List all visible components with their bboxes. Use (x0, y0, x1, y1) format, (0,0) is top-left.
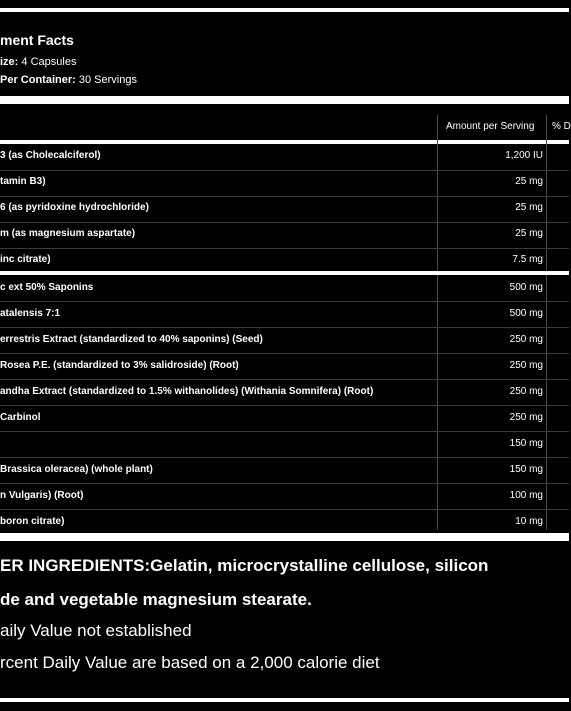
servings-value: 30 Servings (78, 74, 137, 86)
table-row (0, 483, 569, 510)
ingredient-name: c ext 50% Saponins (0, 282, 94, 293)
ingredient-name: Rosea P.E. (standardized to 3% salidroside) (Root) (0, 360, 239, 371)
ingredient-name: inc citrate) (0, 254, 51, 265)
table-row (0, 196, 569, 223)
ingredient-amount: 1,200 IU (505, 150, 543, 161)
serving-size (0, 56, 76, 68)
bottom-rule (0, 698, 569, 702)
table-bottom-rule (0, 533, 569, 541)
table-row (0, 275, 569, 302)
daily-value-header: % D (552, 121, 571, 132)
ingredient-name: errestris Extract (standardized to 40% saponins) (Seed) (0, 334, 263, 345)
table-row (0, 379, 569, 406)
ingredient-amount: 150 mg (509, 438, 543, 449)
ingredient-name: 6 (as pyridoxine hydrochloride) (0, 202, 149, 213)
ingredient-name: andha Extract (standardized to 1.5% withanolides) (Withania Somnifera) (Root) (0, 386, 374, 397)
ingredient-amount: 250 mg (509, 386, 543, 397)
ingredient-name: atalensis 7:1 (0, 308, 61, 319)
ingredient-amount: 25 mg (515, 228, 543, 239)
ingredient-amount: 150 mg (509, 464, 543, 475)
other-ingredients-line-2: de and vegetable magnesium stearate. (0, 590, 312, 609)
header-thick-rule (0, 96, 569, 104)
table-row (0, 405, 569, 432)
ingredient-amount: 250 mg (509, 334, 543, 345)
ingredient-amount: 25 mg (515, 176, 543, 187)
serving-size-label: ize: (0, 56, 19, 68)
ingredient-amount: 500 mg (509, 282, 543, 293)
ingredient-amount: 25 mg (515, 202, 543, 213)
servings-label: Per Container: (0, 74, 76, 86)
panel-title: ment Facts (0, 32, 74, 48)
ingredient-amount: 500 mg (509, 308, 543, 319)
serving-size-value: 4 Capsules (21, 56, 77, 68)
top-rule (0, 8, 569, 12)
table-row (0, 222, 569, 249)
ingredient-name: 3 (as Cholecalciferol) (0, 150, 101, 161)
ingredient-amount: 100 mg (509, 490, 543, 501)
ingredient-name: Brassica oleracea) (whole plant) (0, 464, 153, 475)
ingredient-name: tamin B3) (0, 176, 46, 187)
table-row (0, 353, 569, 380)
table-row (0, 301, 569, 328)
ingredient-name: Carbinol (0, 412, 41, 423)
table-row (0, 170, 569, 197)
ingredient-name: n Vulgaris) (Root) (0, 490, 84, 501)
ingredient-amount: 10 mg (515, 516, 543, 527)
table-row (0, 509, 569, 533)
table-row (0, 457, 569, 484)
table-row (0, 248, 569, 270)
calorie-diet-note: rcent Daily Value are based on a 2,000 calorie diet (0, 653, 380, 672)
ingredient-amount: 250 mg (509, 412, 543, 423)
other-ingredients-line-1: ER INGREDIENTS:Gelatin, microcrystalline cellulose, silicon (0, 556, 489, 575)
ingredient-name: boron citrate) (0, 516, 65, 527)
servings-per-container (0, 74, 137, 86)
ingredient-amount: 7.5 mg (512, 254, 543, 265)
table-row (0, 144, 569, 171)
amount-per-serving-header: Amount per Serving (446, 121, 535, 132)
ingredient-amount: 250 mg (509, 360, 543, 371)
table-row (0, 431, 569, 458)
ingredient-name: m (as magnesium aspartate) (0, 228, 136, 239)
table-row (0, 327, 569, 354)
daily-value-note: aily Value not established (0, 621, 192, 640)
